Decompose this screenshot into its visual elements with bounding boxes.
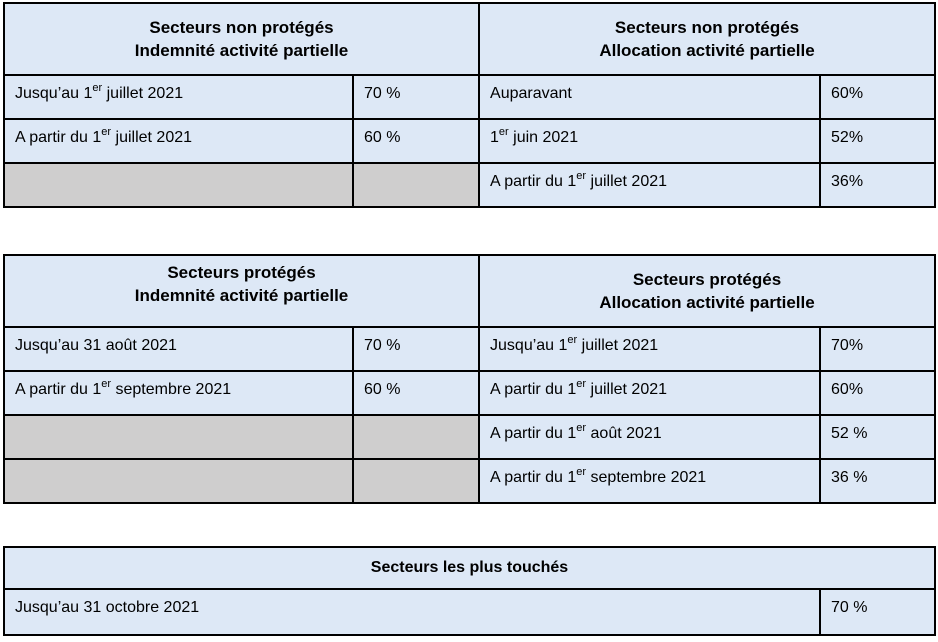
period-label: A partir du 1er juillet 2021 (4, 119, 353, 163)
rate-value: 70 % (353, 75, 479, 119)
rate-value: 36 % (820, 459, 935, 503)
table-row (4, 589, 935, 635)
non-protected-sectors-table (3, 2, 936, 208)
header-indemnity-non-protected: Secteurs non protégés Indemnité activité partielle (4, 3, 479, 75)
rate-value: 60% (820, 75, 935, 119)
table-row (4, 459, 935, 503)
period-label: A partir du 1er juillet 2021 (479, 371, 820, 415)
table-row (4, 415, 935, 459)
period-label: Auparavant (479, 75, 820, 119)
rate-value: 60 % (353, 371, 479, 415)
rate-value: 60 % (353, 119, 479, 163)
table-row (4, 163, 935, 207)
period-label: 1er juin 2021 (479, 119, 820, 163)
header-most-affected: Secteurs les plus touchés (4, 547, 935, 589)
empty-cell (353, 163, 479, 207)
rate-value: 70 % (353, 327, 479, 371)
period-label: A partir du 1er septembre 2021 (4, 371, 353, 415)
period-label: Jusqu’au 31 octobre 2021 (4, 589, 820, 635)
table-row (4, 119, 935, 163)
rate-value: 70 % (820, 589, 935, 635)
period-label: Jusqu’au 1er juillet 2021 (4, 75, 353, 119)
period-label: A partir du 1er août 2021 (479, 415, 820, 459)
table-row (4, 371, 935, 415)
period-label: Jusqu’au 1er juillet 2021 (479, 327, 820, 371)
period-label: A partir du 1er juillet 2021 (479, 163, 820, 207)
rate-value: 70% (820, 327, 935, 371)
rate-value: 52 % (820, 415, 935, 459)
protected-sectors-table (3, 254, 936, 504)
empty-cell (353, 459, 479, 503)
empty-cell (4, 459, 353, 503)
rate-value: 36% (820, 163, 935, 207)
rate-value: 52% (820, 119, 935, 163)
empty-cell (4, 163, 353, 207)
header-indemnity-protected: Secteurs protégés Indemnité activité partielle (4, 255, 479, 327)
period-label: Jusqu’au 31 août 2021 (4, 327, 353, 371)
period-label: A partir du 1er septembre 2021 (479, 459, 820, 503)
header-allowance-non-protected: Secteurs non protégés Allocation activité partielle (479, 3, 935, 75)
empty-cell (353, 415, 479, 459)
header-allowance-protected: Secteurs protégés Allocation activité partielle (479, 255, 935, 327)
rate-value: 60% (820, 371, 935, 415)
empty-cell (4, 415, 353, 459)
table-row (4, 75, 935, 119)
table-row (4, 327, 935, 371)
most-affected-sectors-table (3, 546, 936, 636)
